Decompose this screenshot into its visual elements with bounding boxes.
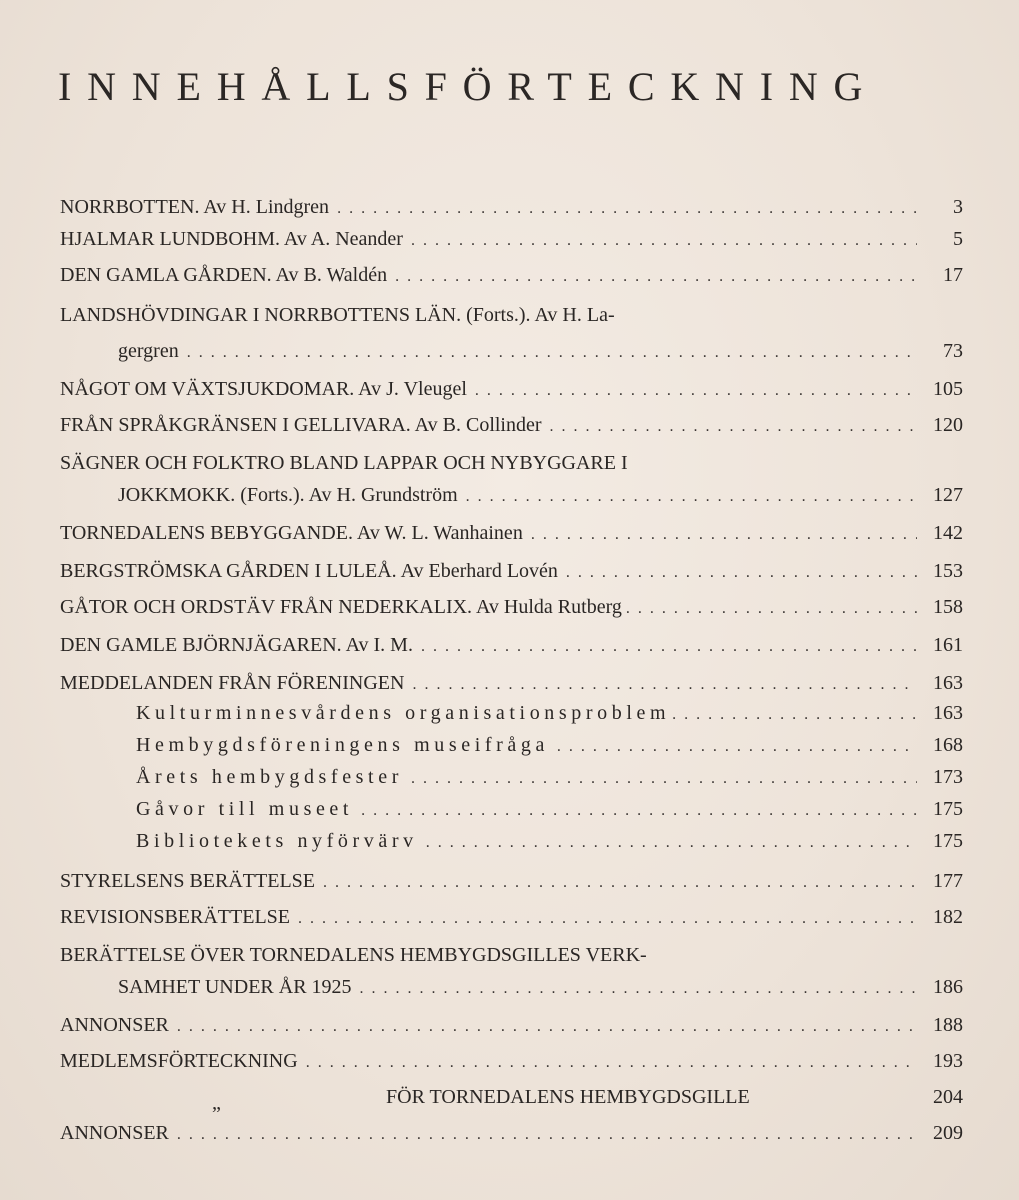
dot-leader	[421, 638, 917, 656]
dot-leader	[566, 564, 917, 582]
toc-entry	[60, 196, 963, 228]
entry-title: SÄGNER OCH FOLKTRO BLAND LAPPAR OCH NYBYGGARE I	[60, 452, 628, 474]
toc-entry-continuation	[118, 484, 963, 516]
toc-entry	[60, 1122, 963, 1154]
entry-title-continued: SAMHET UNDER ÅR 1925	[118, 976, 352, 998]
toc-entry	[60, 944, 963, 976]
page-number: 209	[933, 1122, 963, 1144]
dot-leader	[187, 344, 917, 362]
entry-title: NÅGOT OM VÄXTSJUKDOMAR. Av J. Vleugel	[60, 378, 467, 400]
dot-leader	[177, 1018, 917, 1036]
page-number: 120	[933, 414, 963, 436]
subentry-title: Gåvor till museet	[136, 798, 354, 820]
dot-leader	[361, 802, 917, 820]
dot-leader	[298, 910, 917, 928]
toc-entry	[60, 596, 963, 628]
dot-leader	[337, 200, 917, 218]
dot-leader	[360, 980, 917, 998]
page-number: 193	[933, 1050, 963, 1072]
page-number: 168	[933, 734, 963, 756]
toc-entry	[386, 1086, 963, 1118]
entry-title: FRÅN SPRÅKGRÄNSEN I GELLIVARA. Av B. Collinder	[60, 414, 542, 436]
dot-leader	[412, 676, 917, 694]
page-number: 3	[953, 196, 963, 218]
entry-title: ANNONSER	[60, 1122, 169, 1144]
dot-leader	[411, 232, 917, 250]
toc-entry	[60, 906, 963, 938]
page-number: 204	[933, 1086, 963, 1108]
page-number: 17	[943, 264, 963, 286]
subentry-title: Kulturminnesvårdens organisationsproblem	[136, 702, 671, 724]
dot-leader	[672, 706, 923, 724]
dot-leader	[395, 268, 917, 286]
page-number: 177	[933, 870, 963, 892]
entry-title: DEN GAMLE BJÖRNJÄGAREN. Av I. M.	[60, 634, 413, 656]
toc-entry	[60, 870, 963, 902]
page-title: INNEHÅLLSFÖRTECKNING	[58, 63, 879, 109]
toc-subentry	[136, 702, 963, 734]
page-number: 161	[933, 634, 963, 656]
toc-entry	[60, 452, 963, 484]
toc-entry	[60, 522, 963, 554]
entry-title: MEDLEMSFÖRTECKNING	[60, 1050, 298, 1072]
toc-subentry	[136, 798, 963, 830]
dot-leader	[323, 874, 917, 892]
page-number: 5	[953, 228, 963, 250]
dot-leader	[531, 526, 917, 544]
entry-title: NORRBOTTEN. Av H. Lindgren	[60, 196, 330, 218]
page-number: 105	[933, 378, 963, 400]
page-number: 188	[933, 1014, 963, 1036]
entry-title: REVISIONSBERÄTTELSE	[60, 906, 290, 928]
toc-entry	[60, 264, 963, 296]
toc-entry	[60, 378, 963, 410]
toc-entry	[60, 414, 963, 446]
toc-entry	[60, 228, 963, 260]
page-number: 175	[933, 830, 963, 852]
dot-leader	[550, 418, 917, 436]
entry-title: LANDSHÖVDINGAR I NORRBOTTENS LÄN. (Forts.). Av H. La-	[60, 304, 615, 326]
page-number: 163	[933, 702, 963, 724]
page-number: 186	[933, 976, 963, 998]
toc-subentry	[136, 734, 963, 766]
entry-title: BERGSTRÖMSKA GÅRDEN I LULEÅ. Av Eberhard Lovén	[60, 560, 558, 582]
dot-leader	[411, 770, 917, 788]
page-number: 175	[933, 798, 963, 820]
toc-entry	[60, 1050, 963, 1082]
entry-title: GÅTOR OCH ORDSTÄV FRÅN NEDERKALIX. Av Hulda Rutberg	[60, 596, 622, 618]
dot-leader	[177, 1126, 917, 1144]
dot-leader	[475, 382, 917, 400]
page-number: 158	[933, 596, 963, 618]
entry-title: ANNONSER	[60, 1014, 169, 1036]
toc-entry	[60, 1014, 963, 1046]
toc-entry	[60, 634, 963, 666]
page-number: 127	[933, 484, 963, 506]
page-number: 173	[933, 766, 963, 788]
page-number: 153	[933, 560, 963, 582]
page-number: 73	[943, 340, 963, 362]
toc-entry	[60, 672, 963, 704]
entry-title: MEDDELANDEN FRÅN FÖRENINGEN	[60, 672, 405, 694]
dot-leader	[626, 600, 921, 618]
toc-entry-continuation	[118, 976, 963, 1008]
subentry-title: Bibliotekets nyförvärv	[136, 830, 418, 852]
toc-subentry	[136, 830, 963, 862]
page-number: 142	[933, 522, 963, 544]
entry-title: DEN GAMLA GÅRDEN. Av B. Waldén	[60, 264, 388, 286]
entry-title: HJALMAR LUNDBOHM. Av A. Neander	[60, 228, 403, 250]
entry-title-continued: gergren	[118, 340, 179, 362]
toc-entry	[60, 304, 963, 336]
dot-leader	[306, 1054, 917, 1072]
entry-title: TORNEDALENS BEBYGGANDE. Av W. L. Wanhainen	[60, 522, 523, 544]
dot-leader	[557, 738, 917, 756]
toc-subentry	[136, 766, 963, 798]
entry-title-continued: JOKKMOKK. (Forts.). Av H. Grundström	[118, 484, 458, 506]
dot-leader	[426, 834, 917, 852]
entry-title: STYRELSENS BERÄTTELSE	[60, 870, 316, 892]
dot-leader	[466, 488, 917, 506]
entry-title: FÖR TORNEDALENS HEMBYGDSGILLE	[386, 1086, 750, 1108]
entry-title: BERÄTTELSE ÖVER TORNEDALENS HEMBYGDSGILLES VERK-	[60, 944, 647, 966]
subentry-title: Hembygdsföreningens museifråga	[136, 734, 549, 756]
subentry-title: Årets hembygdsfester	[136, 766, 403, 788]
page-number: 182	[933, 906, 963, 928]
ditto-mark: „	[212, 1092, 221, 1114]
toc-entry-continuation	[118, 340, 963, 372]
toc-entry	[60, 560, 963, 592]
page-number: 163	[933, 672, 963, 694]
